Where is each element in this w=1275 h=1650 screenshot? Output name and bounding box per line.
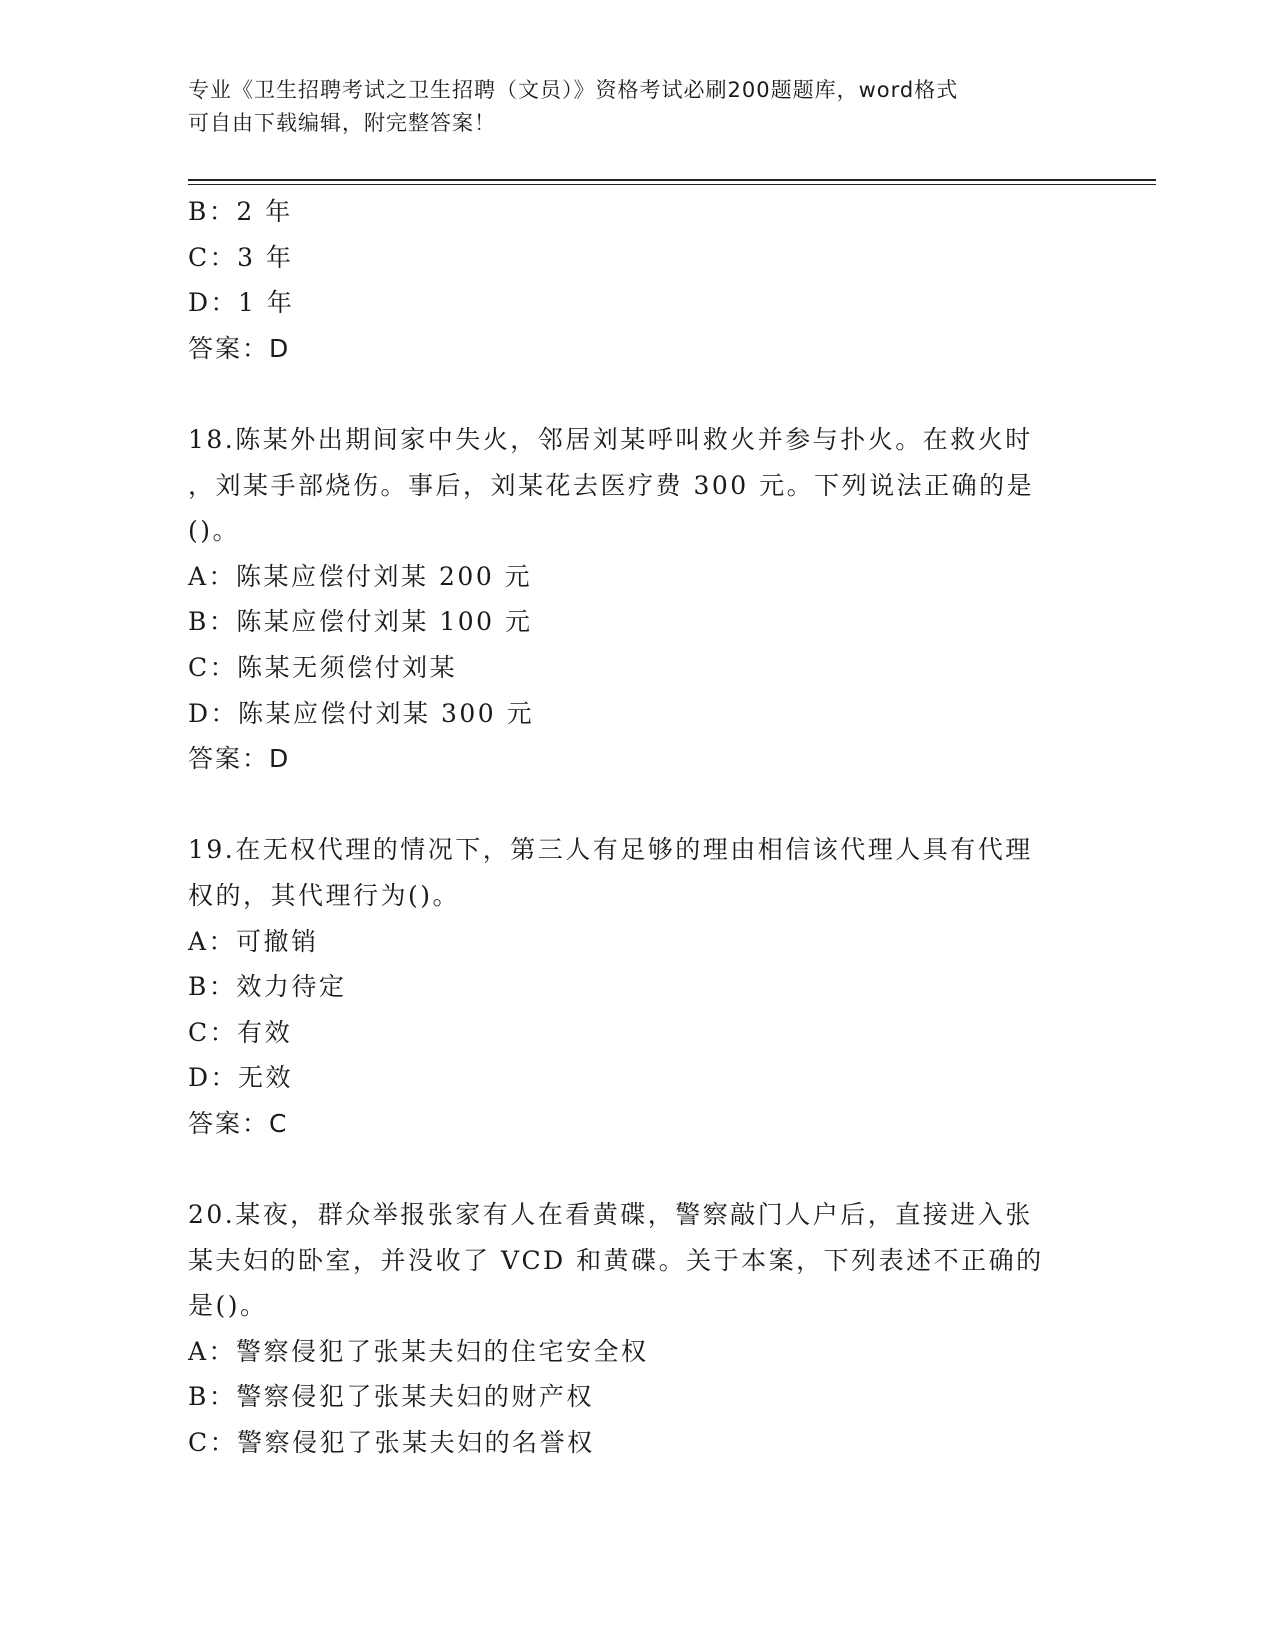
- option-b: B：陈某应偿付刘某 100 元: [188, 607, 533, 637]
- option-d: D：陈某应偿付刘某 300 元: [188, 698, 535, 728]
- question-stem-line: 是()。: [188, 1291, 268, 1321]
- option-b: B：警察侵犯了张某夫妇的财产权: [188, 1382, 594, 1412]
- option-c: C：有效: [188, 1017, 293, 1047]
- spacer: [188, 782, 1088, 828]
- question-stem-line: 某夫妇的卧室，并没收了 VCD 和黄碟。关于本案，下列表述不正确的: [188, 1245, 1044, 1275]
- question-18: [188, 417, 1088, 782]
- option-c: C：3 年: [188, 242, 294, 272]
- option-b: B：效力待定: [188, 972, 347, 1002]
- option-a: A：警察侵犯了张某夫妇的住宅安全权: [188, 1336, 649, 1366]
- header-rule-thick: [188, 179, 1156, 181]
- document-header: [188, 74, 1088, 140]
- spacer: [188, 371, 1088, 417]
- option-c: C：陈某无须偿付刘某: [188, 652, 458, 682]
- question-stem-line: ()。: [188, 516, 241, 546]
- spacer: [188, 1146, 1088, 1192]
- answer-line: 答案：C: [188, 1108, 289, 1138]
- option-b: B：2 年: [188, 197, 293, 226]
- question-20: [188, 1192, 1088, 1466]
- question-stem-line: 权的，其代理行为()。: [188, 880, 461, 910]
- question-17-tail: [188, 189, 1088, 371]
- question-19: [188, 827, 1088, 1146]
- answer-line: 答案：D: [188, 744, 291, 774]
- question-stem-line: 20.某夜，群众举报张家有人在看黄碟，警察敲门人户后，直接进入张: [188, 1200, 1033, 1230]
- header-rule-thin: [188, 184, 1156, 185]
- header-line-2: 可自由下载编辑，附完整答案！: [188, 111, 496, 135]
- answer-line: 答案：D: [188, 333, 291, 363]
- question-stem-line: ，刘某手部烧伤。事后，刘某花去医疗费 300 元。下列说法正确的是: [188, 470, 1035, 500]
- document-body: [188, 189, 1088, 1466]
- option-d: D：1 年: [188, 288, 295, 318]
- header-line-1: 专业《卫生招聘考试之卫生招聘（文员）》资格考试必刷200题题库，word格式: [188, 78, 959, 102]
- option-a: A：可撤销: [188, 926, 319, 956]
- option-d: D：无效: [188, 1063, 294, 1093]
- question-stem-line: 18.陈某外出期间家中失火，邻居刘某呼叫救火并参与扑火。在救火时: [188, 424, 1033, 454]
- question-stem-line: 19.在无权代理的情况下，第三人有足够的理由相信该代理人具有代理: [188, 835, 1033, 865]
- option-c: C：警察侵犯了张某夫妇的名誉权: [188, 1428, 595, 1458]
- option-a: A：陈某应偿付刘某 200 元: [188, 561, 533, 591]
